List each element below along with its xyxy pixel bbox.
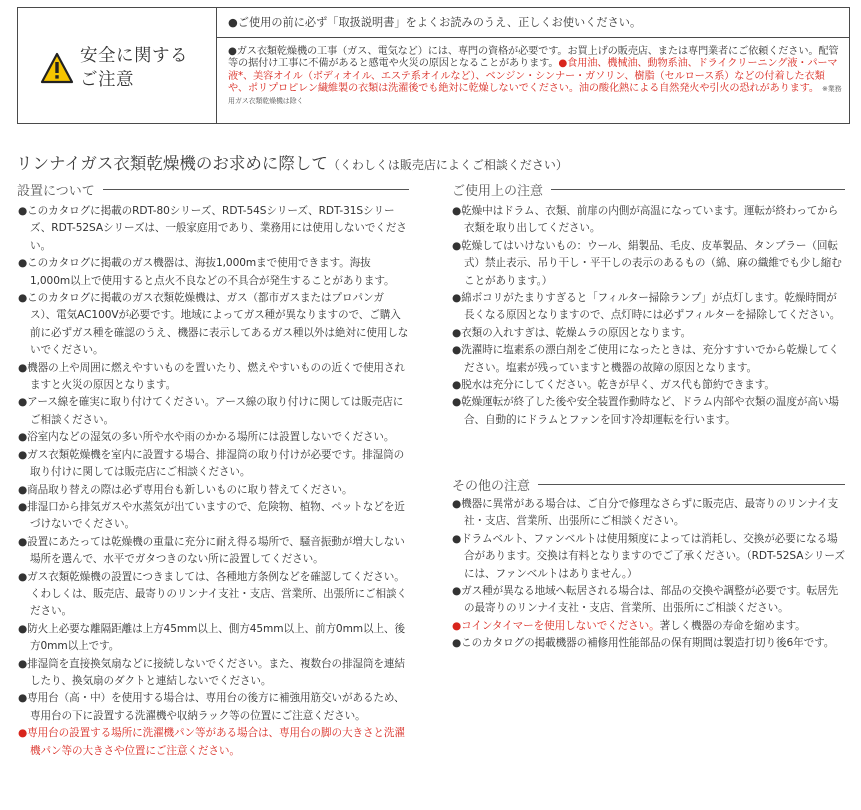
list-item: ●ガス衣類乾燥機の設置につきましては、各種地方条例などを確認してください。くわしくは、販売店、最寄りのリンナイ支社・支店、営業所、出張所にご相談ください。	[18, 570, 408, 618]
list-item: ●防火上必要な離隔距離は上方45mm以上、側方45mm以上、前方0mm以上、後方0mm以上です。	[18, 622, 405, 653]
list-item: ●ガス衣類乾燥機を室内に設置する場合、排湿筒の取り付けが必要です。排湿筒の取り付けに関しては販売店にご相談ください。	[18, 448, 405, 479]
list-item-red-text: ●コインタイマーを使用しないでください。	[452, 619, 660, 632]
list-item: ●専用台の設置する場所に洗濯機パン等がある場合は、専用台の脚の大きさと洗濯機パン等の大きさや位置にご注意ください。	[18, 727, 405, 757]
other-list	[452, 496, 845, 653]
safety-title: 安全に関する ご注意	[80, 46, 188, 90]
section-heading-install: 設置について	[17, 180, 409, 198]
list-item-text: 著しく機器の寿命を縮めます。	[659, 619, 806, 632]
list-item: ●衣類の入れすぎは、乾燥ムラの原因となります。	[452, 326, 692, 339]
list-item: ●乾燥運転が終了した後や安全装置作動時など、ドラム内部や衣類の温度が高い場合、自動的にドラムとファンを回す冷却運転を行います。	[452, 396, 839, 426]
list-item: ●綿ボコリがたまりすぎると「フィルター掃除ランプ」が点灯します。乾燥時間が長くなる原因となりますので、点灯時には必ずフィルターを掃除してください。	[452, 292, 841, 322]
footnote: ※業務用ガス衣類乾燥機は除く	[228, 84, 842, 106]
usage-list	[452, 203, 845, 429]
list-item: ●機器の上や周囲に燃えやすいものを置いたり、燃えやすいものの近くで使用されますと火災の原因となります。	[18, 361, 405, 392]
installation-notice: ●ガス衣類乾燥機の工事（ガス、電気など）には、専門の資格が必要です。お買上げの販売店、または専門業者にご依頼ください。配管等の据付け工事に不備があると感電や火災の原因となることがあります。●食用油、機械油、動物系油、ドライクリーニング液・パーマ液*、美容オイル（ボディオイル、エステ系オイルなど）、ベンジン・シンナー・ガソリン、樹脂（セルロース系）などの付着した衣類や、ポリプロピレン繊維製の衣類は洗濯後でも絶対に乾燥しないでください。油の酸化熱による自然発火や引火の恐れがあります。 ※業務用ガス衣類乾燥機は除く	[228, 46, 842, 106]
section-heading-usage: ご使用上の注意	[452, 180, 845, 198]
list-item: ●アース線を確実に取り付けてください。アース線の取り付けに関しては販売店にご相談ください。	[18, 396, 404, 426]
list-item: ●このカタログに掲載のガス衣類乾燥機は、ガス（都市ガスまたはプロパンガス）、電気AC100Vが必要です。地域によってガス種が異なりますので、ご購入前に必ずガス種を確認のうえ、機器に表示してあるガス種以外は絶対に使用しないでください。	[18, 292, 409, 357]
safety-notice-cell	[217, 8, 849, 123]
manual-notice: ●ご使用の前に必ず「取扱説明書」をよくお読みのうえ、正しくお使いください。	[217, 8, 849, 38]
list-item: ●浴室内などの湿気の多い所や水や雨のかかる場所には設置しないでください。	[18, 431, 395, 444]
install-list	[18, 203, 410, 760]
list-item: ●洗濯時に塩素系の漂白剤をご使用になったときは、充分すすいでから乾燥してください。塩素が残っていますと機器の故障の原因となります。	[452, 344, 840, 374]
list-item: ●専用台（高・中）を使用する場合は、専用台の後方に補強用筋交いがあるため、専用台の下に設置する洗濯機や収納ラック等の位置にご注意ください。	[18, 692, 405, 722]
list-item: ●このカタログの掲載機器の補修用性能部品の保有期間は製造打切り後6年です。	[452, 637, 835, 650]
list-item: ●商品取り替えの際は必ず専用台も新しいものに取り替えてください。	[18, 483, 353, 496]
list-item: ●乾燥してはいけないもの：ウール、絹製品、毛皮、皮革製品、タンブラー（回転式）禁止表示、吊り干し・平干しの表示のあるもの（綿、麻の織維でも少し縮むことがあります。）	[452, 239, 842, 287]
list-item: ●排湿口から排気ガスや水蒸気が出ていますので、危険物、植物、ペットなどを近づけないでください。	[18, 500, 405, 531]
list-item: ●排湿筒を直接換気扇などに接続しないでください。また、複数台の排湿筒を連結したり、換気扇のダクトと連結しないでください。	[18, 657, 405, 687]
list-item: ●機器に異常がある場合は、ご自分で修理なさらずに販売店、最寄りのリンナイ支社・支店、営業所、出張所にご相談ください。	[452, 498, 839, 528]
safety-title-cell	[18, 8, 217, 123]
list-item: ●このカタログに掲載のRDT-80シリーズ、RDT-54Sシリーズ、RDT-31Sシリーズ、RDT-52SAシリーズは、一般家庭用であり、業務用には使用しないでください。	[18, 205, 407, 252]
oil-warning: ●食用油、機械油、動物系油、ドライクリーニング液・パーマ液*、美容オイル（ボディオイル、エステ系オイルなど）、ベンジン・シンナー・ガソリン、樹脂（セルロース系）などの付着した衣類や、ポリプロピレン繊維製の衣類は洗濯後でも絶対に乾燥しないでください。油の酸化熱による自然発火や引火の恐れがあります。	[228, 58, 838, 94]
list-item: ●このカタログに掲載のガス機器は、海抜1,000mまで使用できます。海抜1,000m以上で使用すると点火不良などの不具合が発生することがあります。	[18, 257, 395, 287]
heading-rule	[103, 189, 409, 190]
section-heading-other: その他の注意	[452, 475, 845, 493]
safety-warning-box	[17, 7, 850, 124]
list-item	[452, 618, 845, 635]
heading-rule	[538, 484, 845, 485]
list-item: ●設置にあたっては乾燥機の重量に充分に耐え得る場所で、騒音振動が増大しない場所を選んで、水平でガタつきのない所に設置してください。	[18, 535, 405, 566]
page-subtitle: （くわしくは販売店によくご相談ください）	[327, 158, 568, 172]
list-item: ●ドラムベルト、ファンベルトは使用頻度によっては消耗し、交換が必要になる場合があります。交換は有料となりますのでご了承ください。（RDT-52SAシリーズには、ファンベルトはありません。）	[452, 532, 845, 580]
list-item: ●脱水は充分にしてください。乾きが早く、ガス代も節約できます。	[452, 379, 775, 392]
list-item: ●ガス種が異なる地域へ転居される場合は、部品の交換や調整が必要です。転居先の最寄りのリンナイ支社・支店、営業所、出張所にご相談ください。	[452, 585, 839, 615]
heading-rule	[551, 189, 845, 190]
warning-triangle-icon	[40, 52, 74, 84]
list-item: ●乾燥中はドラム、衣類、前扉の内側が高温になっています。運転が終わってから衣類を取り出してください。	[452, 205, 839, 235]
page-title: リンナイガス衣類乾燥機のお求めに際して（くわしくは販売店によくご相談ください）	[16, 154, 568, 173]
